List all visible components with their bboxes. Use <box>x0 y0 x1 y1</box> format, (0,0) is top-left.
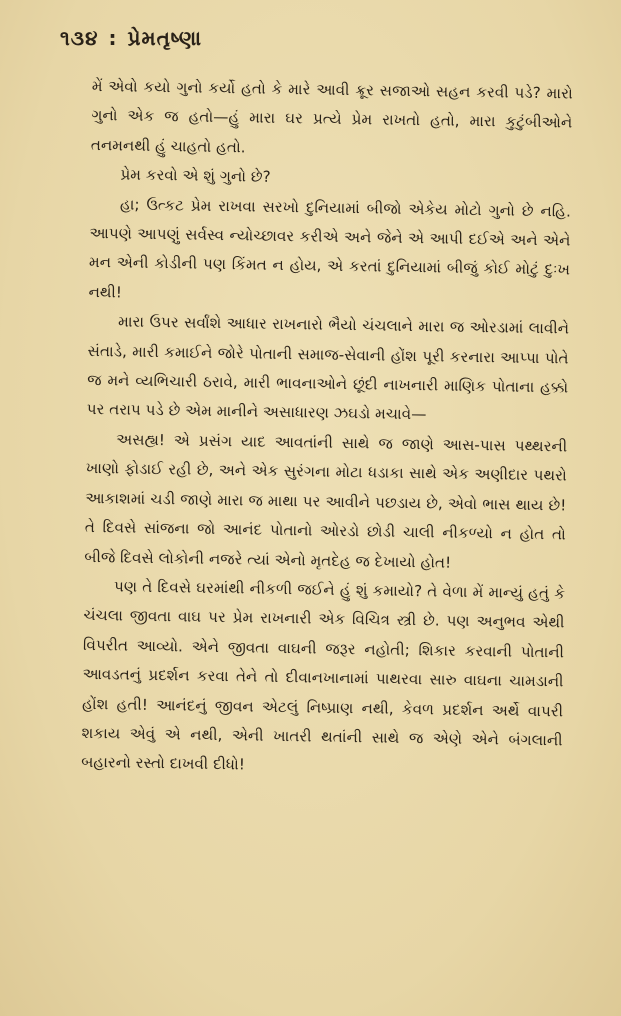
body-text <box>81 72 573 785</box>
paragraph-5: અસહ્ય! એ પ્રસંગ યાદ આવતાંની સાથે જ જાણે આસ-પાસ પથ્થરની ખાણો ફોડાઈ રહી છે, અને એક સુરંગના મોટા ધડાકા સાથે એક અણીદાર પથરો આકાશમાં ચડી જાણે મારા જ માથા પર આવીને પછડાય છે, એવો ભાસ થાય છે! તે દિવસે સાંજના જો આનંદ પોતાનો ઓરડો છોડી ચાલી નીકળ્યો ન હોત તો બીજે દિવસે લોકોની નજરે ત્યાં એનો મૃતદેહ જ દેખાયો હોત! <box>84 430 568 572</box>
page-number: ૧૩૪ <box>60 26 99 50</box>
paragraph-4: મારા ઉપર સર્વાંશે આધાર રાખનારો ભૈયો ચંચલાને મારા જ ઓરડામાં લાવીને સંતાડે, મારી કમાઈને જોરે પોતાની સમાજ-સેવાની હોંશ પૂરી કરનારા આપ્પા પોતે જ મને વ્યભિચારી ઠરાવે, મારી ભાવનાઓને છૂંદી નાખનારી માણિક પોતાના હક્કો પર તરાપ પડે છે એમ માનીને અસાધારણ ઝઘડો મચાવે— <box>86 312 570 424</box>
paragraph-2: પ્રેમ કરવો એ શું ગુનો છે? <box>120 165 271 187</box>
header-separator: : <box>108 26 118 50</box>
paragraph-3: હા; ઉત્કટ પ્રેમ રાખવા સરખો દુનિયામાં બીજો એકેય મોટો ગુનો છે નહિ. આપણે આપણું સર્વસ્વ ન્યોચ્છાવર કરીએ અને જેને એ આપી દઈએ અને એને મન એની કોડીની પણ કિંમત ન હોય, એ કરતાં દુનિયામાં બીજું કોઈ મોટું દુઃખ નથી! <box>88 195 572 302</box>
book-title: પ્રેમતૃષ્ણા <box>127 26 203 50</box>
paragraph-6: પણ તે દિવસે ઘરમાંથી નીકળી જઈને હું શું કમાયો? તે વેળા મેં માન્યું હતું કે ચંચલા જીવતા વાઘ પર પ્રેમ રાખનારી એક વિચિત્ર સ્ત્રી છે. પણ અનુભવ એથી વિપરીત આવ્યો. એને જીવતા વાઘની જરૂર નહોતી; શિકાર કરવાની પોતાની આવડતનું પ્રદર્શન કરવા તેને તો દીવાનખાનામાં પાથરવા સારુ વાઘના ચામડાની હોંશ હતી! આનંદનું જીવન એટલું નિષ્પ્રાણ નથી, કેવળ પ્રદર્શન અર્થે વાપરી શકાય એવું એ નથી, એની ખાતરી થતાંની સાથે જ એણે એને બંગલાની બહારનો રસ્તો દાખવી દીધો! <box>81 577 566 774</box>
paragraph-1: મેં એવો કયો ગુનો કર્યો હતો કે મારે આવી ક્રૂર સજાઓ સહન કરવી પડે? મારો ગુનો એક જ હતો—હું મારા ઘર પ્રત્યે પ્રેમ રાખતો હતો, મારા કુટુંબીઓને તનમનથી હું ચાહતો હતો. <box>90 76 573 157</box>
running-head <box>60 26 573 50</box>
